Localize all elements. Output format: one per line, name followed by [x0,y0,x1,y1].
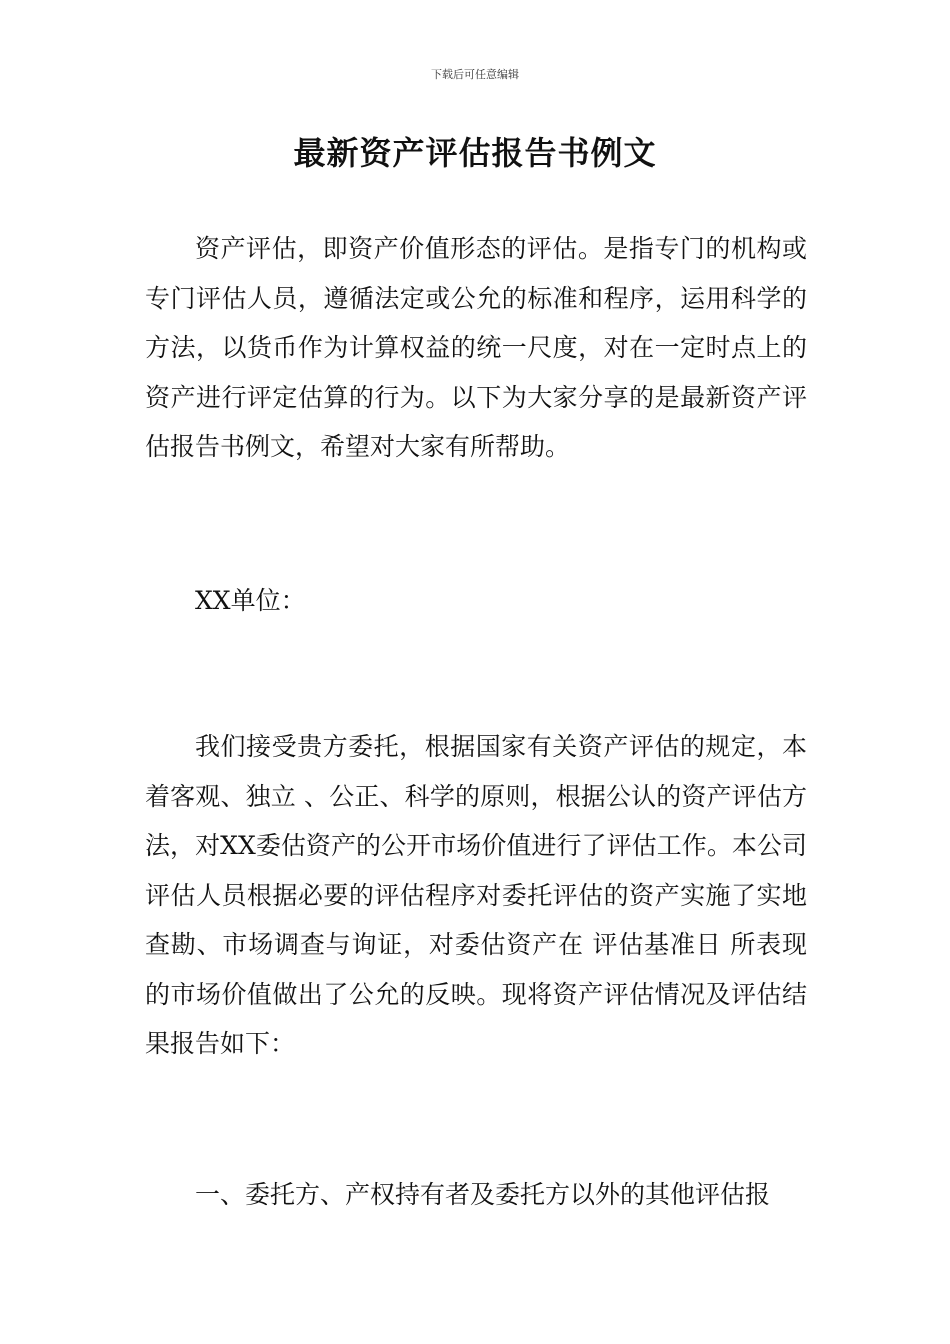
addressee-line: XX单位： [195,586,306,615]
document-title: 最新资产评估报告书例文 [293,134,657,172]
section-heading-1: 一、委托方、产权持有者及委托方以外的其他评估报 [195,1180,771,1209]
body-paragraph: 我们接受贵方委托，根据国家有关资产评估的规定，本着客观、独立 、公正、科学的原则，根据公认的资产评估方法，对XX委估资产的公开市场价值进行了评估工作。本公司评估人员根据必要的评估程序对委托评估的资产实施了实地查勘、市场调查与询证，对委估资产在 评估基准日 所表现的市场价值做出了公允的反映。现将资产评估情况及评估结果报告如下： [145,732,807,1058]
header-note: 下载后可任意编辑 [431,68,519,81]
intro-paragraph: 资产评估，即资产价值形态的评估。是指专门的机构或专门评估人员，遵循法定或公允的标准和程序，运用科学的方法，以货币作为计算权益的统一尺度，对在一定时点上的资产进行评定估算的行为。以下为大家分享的是最新资产评估报告书例文，希望对大家有所帮助。 [145,234,807,461]
